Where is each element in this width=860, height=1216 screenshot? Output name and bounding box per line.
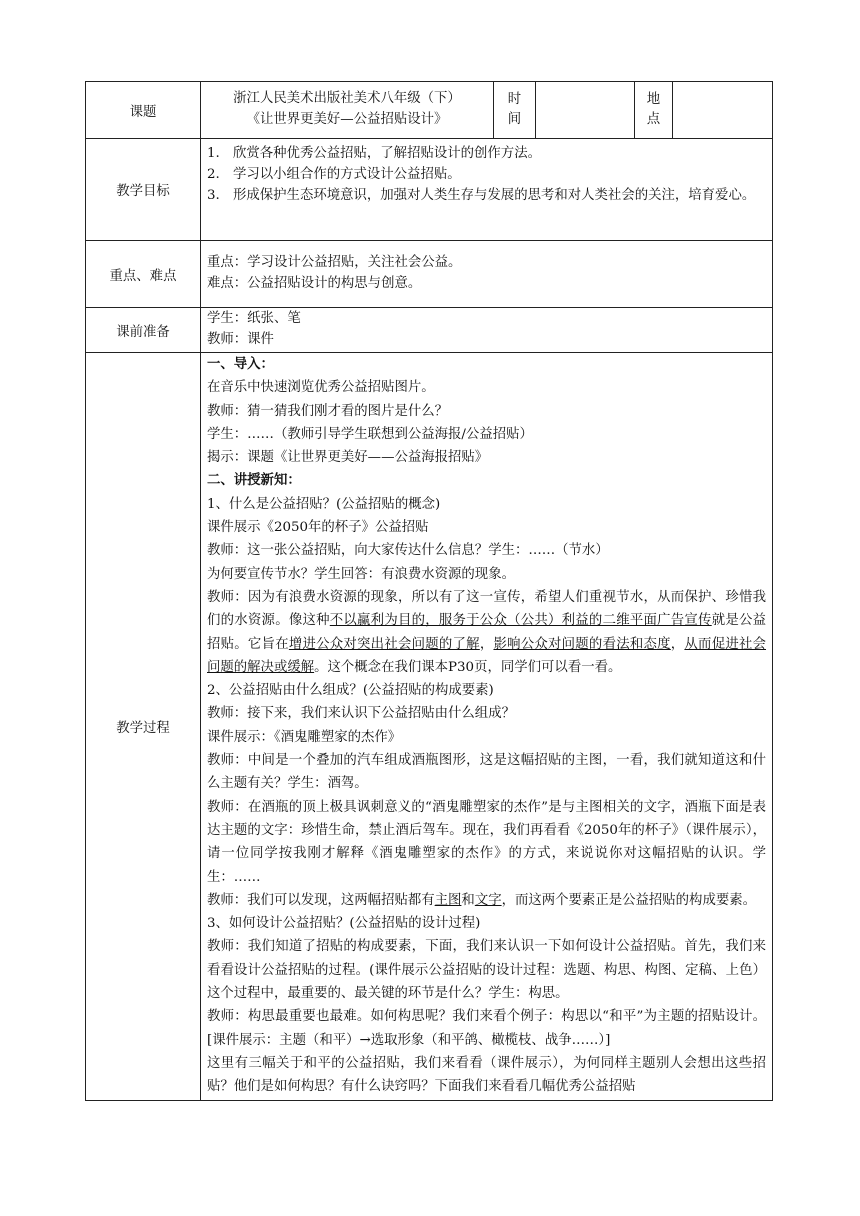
paragraph: 教师：猜一猜我们刚才看的图片是什么？ — [207, 403, 449, 419]
paragraph: 教师：接下来，我们来认识下公益招贴由什么组成？ — [207, 706, 515, 722]
row-process — [86, 353, 773, 1101]
row-preparation — [86, 308, 773, 353]
goal-item: 2. 学习以小组合作的方式设计公益招贴。 — [207, 166, 461, 182]
key-point: 重点：学习设计公益招贴，关注社会公益。 — [207, 255, 462, 271]
paragraph: 课件展示《2050年的杯子》公益招贴 — [207, 520, 429, 536]
prep-teacher: 教师：课件 — [207, 332, 274, 347]
paragraph-elements: 教师：我们可以发现，这两幅招贴都有主图和文字，而这两个要素正是公益招贴的构成要素。 — [207, 892, 757, 908]
paragraph-definition: 教师：因为有浪费水资源的现象，所以有了这一宣传，希望人们重视节水，从而保护、珍惜我们的水资源。像这种不以赢利为目的，服务于公众（公共）利益的二维平面广告宣传就是公益招贴。它旨在增进公众对突出社会问题的了解，影响公众对问题的看法和态度，从而促进社会问题的解决或缓解。这个概念在我们课本P30页，同学们可以看一看。 — [207, 589, 767, 675]
topic-line-2: 《让世界更美好—公益招贴设计》 — [246, 112, 448, 127]
lesson-plan-table — [85, 81, 773, 1101]
paragraph: 教师：中间是一个叠加的汽车组成酒瓶图形，这是这幅招贴的主图，一看，我们就知道这和什么主题有关？学生：酒驾。 — [207, 753, 766, 792]
difficult-point: 难点：公益招贴设计的构思与创意。 — [207, 276, 422, 291]
time-value — [536, 82, 635, 139]
paragraph: 学生：……（教师引导学生联想到公益海报/公益招贴） — [207, 426, 533, 442]
goal-item: 3. 形成保护生态环境意识，加强对人类生存与发展的思考和对人类社会的关注，培育爱心。 — [207, 187, 756, 203]
label-process: 教学过程 — [86, 353, 201, 1101]
label-place: 地点 — [646, 92, 661, 127]
subsection-heading: 3、如何设计公益招贴？(公益招贴的设计过程) — [207, 916, 481, 932]
section-heading: 一、导入： — [207, 356, 274, 372]
paragraph: 在音乐中快速浏览优秀公益招贴图片。 — [207, 380, 435, 396]
paragraph: 教师：在酒瓶的顶上极具讽刺意义的“酒鬼雕塑家的杰作”是与主图相关的文字，酒瓶下面是表达主题的文字：珍惜生命，禁止酒后驾车。现在，我们再看看《2050年的杯子》（课件展示），请一位同学按我刚才解释《酒鬼雕塑家的杰作》的方式，来说说你对这幅招贴的认识。学生：…… — [207, 799, 766, 885]
paragraph: 这里有三幅关于和平的公益招贴，我们来看看（课件展示），为何同样主题别人会想出这些招贴？他们是如何构思？有什么诀窍吗？下面我们来看看几幅优秀公益招贴 — [207, 1055, 766, 1095]
paragraph: 教师：这一张公益招贴，向大家传达什么信息？学生：……（节水） — [207, 543, 609, 559]
label-preparation: 课前准备 — [86, 308, 201, 353]
paragraph: 教师：构思最重要也最难。如何构思呢？我们来看个例子：构思以“和平”为主题的招贴设计。[课件展示：主题（和平）→选取形象（和平鸽、橄榄枝、战争……）] — [207, 1009, 766, 1048]
topic-line-1: 浙江人民美术出版社美术八年级（下） — [233, 91, 461, 107]
label-time: 时间 — [507, 92, 522, 127]
goals-list — [207, 144, 766, 206]
label-topic: 课题 — [86, 82, 201, 139]
paragraph: 为何要宣传节水？学生回答：有浪费水资源的现象。 — [207, 566, 515, 582]
prep-student: 学生：纸张、笔 — [207, 311, 301, 327]
label-key-points: 重点、难点 — [86, 241, 201, 308]
place-value — [673, 82, 773, 139]
paragraph: 揭示：课题《让世界更美好——公益海报招贴》 — [207, 450, 489, 466]
paragraph: 课件展示：《酒鬼雕塑家的杰作》 — [207, 729, 402, 745]
paragraph: 教师：我们知道了招贴的构成要素，下面，我们来认识一下如何设计公益招贴。首先，我们来看看设计公益招贴的过程。(课件展示公益招贴的设计过程：选题、构思、构图、定稿、上色）这个过程中，最重要的、最关键的环节是什么？学生：构思。 — [207, 939, 766, 1002]
row-key-points — [86, 241, 773, 308]
label-goals: 教学目标 — [86, 139, 201, 241]
row-goals — [86, 139, 773, 241]
row-topic — [86, 82, 773, 139]
subsection-heading: 1、什么是公益招贴？(公益招贴的概念) — [207, 496, 441, 512]
subsection-heading: 2、公益招贴由什么组成？(公益招贴的构成要素) — [207, 683, 494, 699]
goal-item: 1. 欣赏各种优秀公益招贴，了解招贴设计的创作方法。 — [207, 146, 541, 161]
section-heading: 二、讲授新知： — [207, 472, 301, 489]
